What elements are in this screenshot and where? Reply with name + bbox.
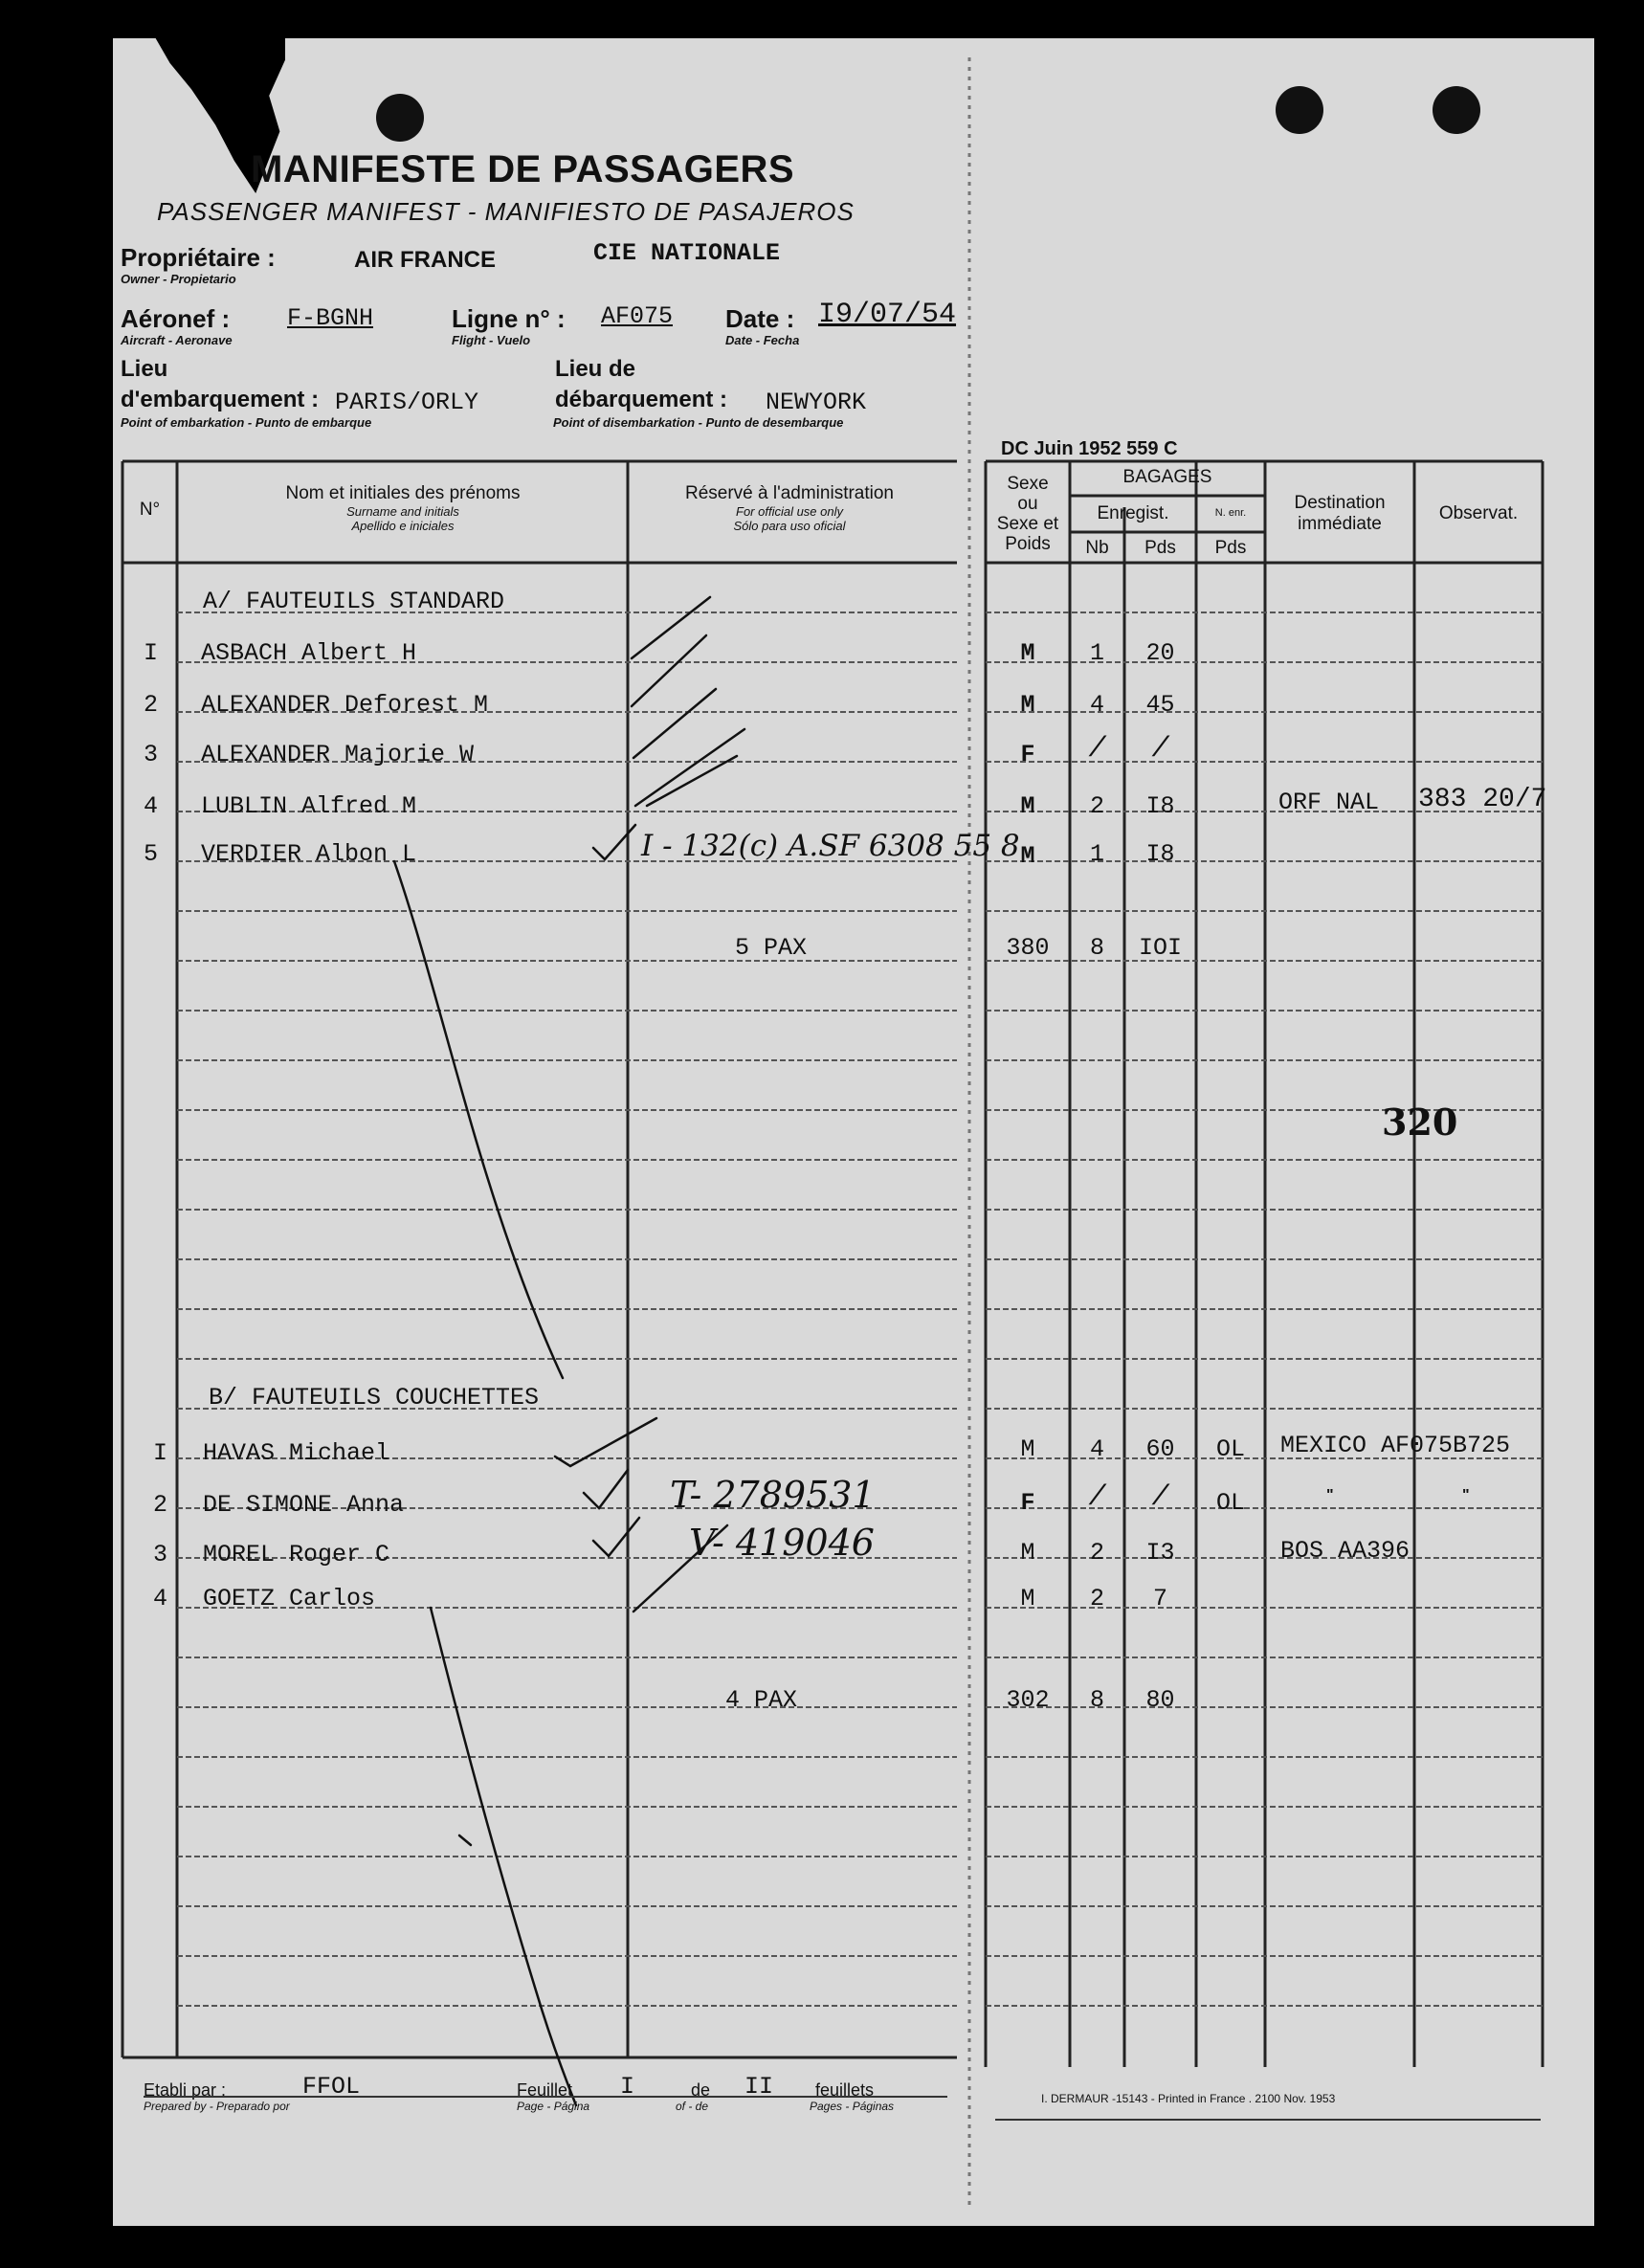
row-name: HAVAS Michael bbox=[203, 1439, 390, 1467]
disembark-label-1: Lieu de bbox=[555, 356, 636, 382]
checkmark bbox=[593, 825, 635, 859]
row-name: VERDIER Albon L bbox=[201, 840, 417, 868]
col-header-bagages: BAGAGES bbox=[1122, 467, 1212, 487]
section-b-total-nb: 8 bbox=[1089, 1686, 1104, 1714]
aircraft-label: Aéronef : bbox=[121, 304, 231, 333]
flight-value: AF075 bbox=[601, 302, 674, 330]
checkmark-stroke bbox=[647, 756, 737, 806]
col-header-non-enr: N. enr. bbox=[1214, 507, 1247, 519]
form-code: DC Juin 1952 559 C bbox=[1001, 438, 1178, 459]
row-name: ALEXANDER Majorie W bbox=[201, 741, 475, 768]
col-header-nb: Nb bbox=[1085, 538, 1109, 558]
row-name: ASBACH Albert H bbox=[201, 639, 417, 667]
embark-value: PARIS/ORLY bbox=[335, 389, 479, 416]
section-a-total-weight: 380 bbox=[1006, 934, 1050, 962]
disembark-label-2: débarquement : bbox=[555, 387, 728, 412]
checkmark-stroke bbox=[633, 1525, 727, 1612]
row-sex: M bbox=[1020, 691, 1035, 719]
section-b-total-pds: 80 bbox=[1145, 1686, 1175, 1714]
section-a-total-nb: 8 bbox=[1089, 934, 1104, 962]
embark-label-2: d'embarquement : bbox=[121, 387, 320, 412]
row-pds: 60 bbox=[1145, 1435, 1175, 1463]
owner-typed: CIE NATIONALE bbox=[593, 239, 781, 267]
row-sex: M bbox=[1020, 1435, 1035, 1463]
row-no: I bbox=[153, 1439, 168, 1467]
row-destination: MEXICO AF075B725 bbox=[1280, 1432, 1511, 1459]
row-sex: M bbox=[1020, 639, 1035, 667]
row-nb: 4 bbox=[1089, 1435, 1104, 1463]
date-sub: Date - Fecha bbox=[725, 333, 800, 347]
row-no: 2 bbox=[144, 691, 159, 719]
row-destination: ORF NAL bbox=[1278, 789, 1380, 816]
footer-divider bbox=[144, 2096, 947, 2098]
section-b-title: B/ FAUTEUILS COUCHETTES bbox=[209, 1384, 540, 1412]
row-pds: I8 bbox=[1145, 792, 1175, 820]
row-no: 5 bbox=[144, 840, 159, 868]
page-sub: Page - Página bbox=[517, 2100, 590, 2113]
row-pds: I3 bbox=[1145, 1539, 1175, 1567]
disembark-value: NEWYORK bbox=[766, 389, 867, 416]
checkmark bbox=[593, 1518, 639, 1556]
row-no: 4 bbox=[144, 792, 159, 820]
col-header-sex-2: ou bbox=[1017, 493, 1038, 514]
printer-mark: I. DERMAUR -15143 - Printed in France . 2100 Nov. 1953 bbox=[1041, 2092, 1336, 2105]
footer-divider bbox=[995, 2119, 1541, 2121]
page-value: I bbox=[620, 2073, 635, 2101]
row-destination: BOS AA396 bbox=[1280, 1537, 1411, 1565]
owner-label: Propriétaire : bbox=[121, 243, 276, 272]
pages-sub: Pages - Páginas bbox=[810, 2100, 895, 2113]
checkmark-stroke bbox=[632, 635, 706, 706]
row-pds: / bbox=[1151, 1481, 1169, 1514]
embark-sub: Point of embarkation - Punto de embarque bbox=[121, 415, 372, 430]
row-destination: " bbox=[1326, 1487, 1334, 1503]
col-header-name-es: Apellido e iniciales bbox=[351, 519, 455, 534]
row-pds: / bbox=[1151, 733, 1169, 766]
date-value: I9/07/54 bbox=[818, 299, 957, 331]
row-pds: 7 bbox=[1152, 1585, 1167, 1612]
page-label: Feuillet bbox=[517, 2080, 573, 2100]
checkmark bbox=[584, 1470, 628, 1508]
row-no: 4 bbox=[153, 1585, 168, 1612]
row-sex: M bbox=[1020, 842, 1035, 870]
flight-label: Ligne n° : bbox=[452, 304, 566, 333]
section-b-total-label: 4 PAX bbox=[725, 1686, 798, 1714]
prepared-sub: Prepared by - Preparado por bbox=[144, 2100, 290, 2113]
checkmark bbox=[555, 1418, 656, 1466]
row-no: 2 bbox=[153, 1491, 168, 1519]
margin-note: 320 bbox=[1382, 1101, 1458, 1144]
manifest-title: MANIFESTE DE PASSAGERS bbox=[251, 148, 795, 190]
row-pds: 20 bbox=[1145, 639, 1175, 667]
row-no: I bbox=[144, 639, 159, 667]
row-name: DE SIMONE Anna bbox=[203, 1491, 405, 1519]
pages-label: feuillets bbox=[815, 2080, 875, 2100]
checkmark-stroke bbox=[632, 597, 710, 658]
section-a-total-label: 5 PAX bbox=[735, 934, 808, 962]
row-pds: 45 bbox=[1145, 691, 1175, 719]
row-nb: 4 bbox=[1089, 691, 1104, 719]
row-sex: M bbox=[1020, 1585, 1035, 1612]
col-header-observ: Observat. bbox=[1438, 503, 1519, 523]
row-sex: F bbox=[1020, 1489, 1035, 1517]
of-label: de bbox=[691, 2080, 711, 2100]
row-observation: " bbox=[1462, 1487, 1470, 1503]
row-sex: M bbox=[1020, 1539, 1035, 1567]
owner-value: AIR FRANCE bbox=[354, 247, 496, 273]
row-nb: 1 bbox=[1089, 840, 1104, 868]
col-header-destination-2: immédiate bbox=[1298, 513, 1382, 534]
section-a-title: A/ FAUTEUILS STANDARD bbox=[203, 588, 505, 615]
row-nb: / bbox=[1088, 733, 1106, 766]
manifest-subtitle: PASSENGER MANIFEST - MANIFIESTO DE PASAJEROS bbox=[157, 197, 855, 226]
prepared-value: FFOL bbox=[302, 2073, 361, 2101]
owner-sub: Owner - Propietario bbox=[121, 272, 236, 286]
row-reserved: T- 2789531 bbox=[670, 1474, 876, 1516]
embark-label-1: Lieu bbox=[121, 356, 168, 382]
checkmark-stroke bbox=[633, 689, 716, 758]
row-no: 3 bbox=[153, 1541, 168, 1568]
row-nb: / bbox=[1088, 1481, 1106, 1514]
flight-sub: Flight - Vuelo bbox=[452, 333, 531, 347]
disembark-sub: Point of disembarkation - Punto de desembarque bbox=[553, 415, 844, 430]
row-observation: 383 20/7 bbox=[1418, 785, 1547, 814]
row-sex: F bbox=[1020, 741, 1035, 768]
col-header-pds-2: Pds bbox=[1214, 538, 1247, 558]
aircraft-value: F-BGNH bbox=[287, 304, 374, 332]
col-header-sex-3: Sexe et bbox=[996, 513, 1059, 534]
col-header-sex-4: Poids bbox=[1005, 533, 1051, 554]
checkmark-stroke bbox=[635, 729, 744, 806]
of-value: II bbox=[744, 2073, 774, 2101]
col-header-reserved-en: For official use only bbox=[736, 503, 843, 519]
col-header-name-fr: Nom et initiales des prénoms bbox=[285, 483, 521, 503]
date-label: Date : bbox=[725, 304, 795, 333]
row-name: MOREL Roger C bbox=[203, 1541, 390, 1568]
strike-line bbox=[431, 1608, 576, 2105]
row-non-enr: OL bbox=[1215, 1435, 1245, 1463]
row-pds: I8 bbox=[1145, 840, 1175, 868]
prepared-label: Etabli par : bbox=[144, 2080, 227, 2100]
col-header-destination-1: Destination bbox=[1294, 493, 1386, 513]
row-name: LUBLIN Alfred M bbox=[201, 792, 417, 820]
section-b-total-weight: 302 bbox=[1006, 1686, 1050, 1714]
col-header-name-en: Surname and initials bbox=[346, 503, 459, 519]
row-no: 3 bbox=[144, 741, 159, 768]
col-header-sex-1: Sexe bbox=[1007, 474, 1049, 494]
section-a-total-pds: IOI bbox=[1138, 934, 1182, 962]
pen-dot bbox=[459, 1835, 471, 1845]
row-non-enr: OL bbox=[1215, 1489, 1245, 1517]
col-header-no: N° bbox=[139, 500, 161, 520]
of-sub: of - de bbox=[676, 2100, 709, 2113]
row-nb: 1 bbox=[1089, 639, 1104, 667]
row-reserved: V- 419046 bbox=[689, 1522, 875, 1564]
row-reserved: I - 132(c) A.SF 6308 55 8 bbox=[641, 829, 1020, 863]
col-header-pds: Pds bbox=[1144, 538, 1176, 558]
row-sex: M bbox=[1020, 792, 1035, 820]
row-name: ALEXANDER Deforest M bbox=[201, 691, 489, 719]
row-name: GOETZ Carlos bbox=[203, 1585, 376, 1612]
row-nb: 2 bbox=[1089, 792, 1104, 820]
row-nb: 2 bbox=[1089, 1585, 1104, 1612]
col-header-reserved-es: Sólo para uso oficial bbox=[733, 519, 846, 534]
col-header-reserved-fr: Réservé à l'administration bbox=[685, 483, 894, 503]
strike-line bbox=[394, 861, 563, 1378]
aircraft-sub: Aircraft - Aeronave bbox=[121, 333, 233, 347]
row-nb: 2 bbox=[1089, 1539, 1104, 1567]
col-header-enregist: Enregist. bbox=[1097, 503, 1169, 523]
